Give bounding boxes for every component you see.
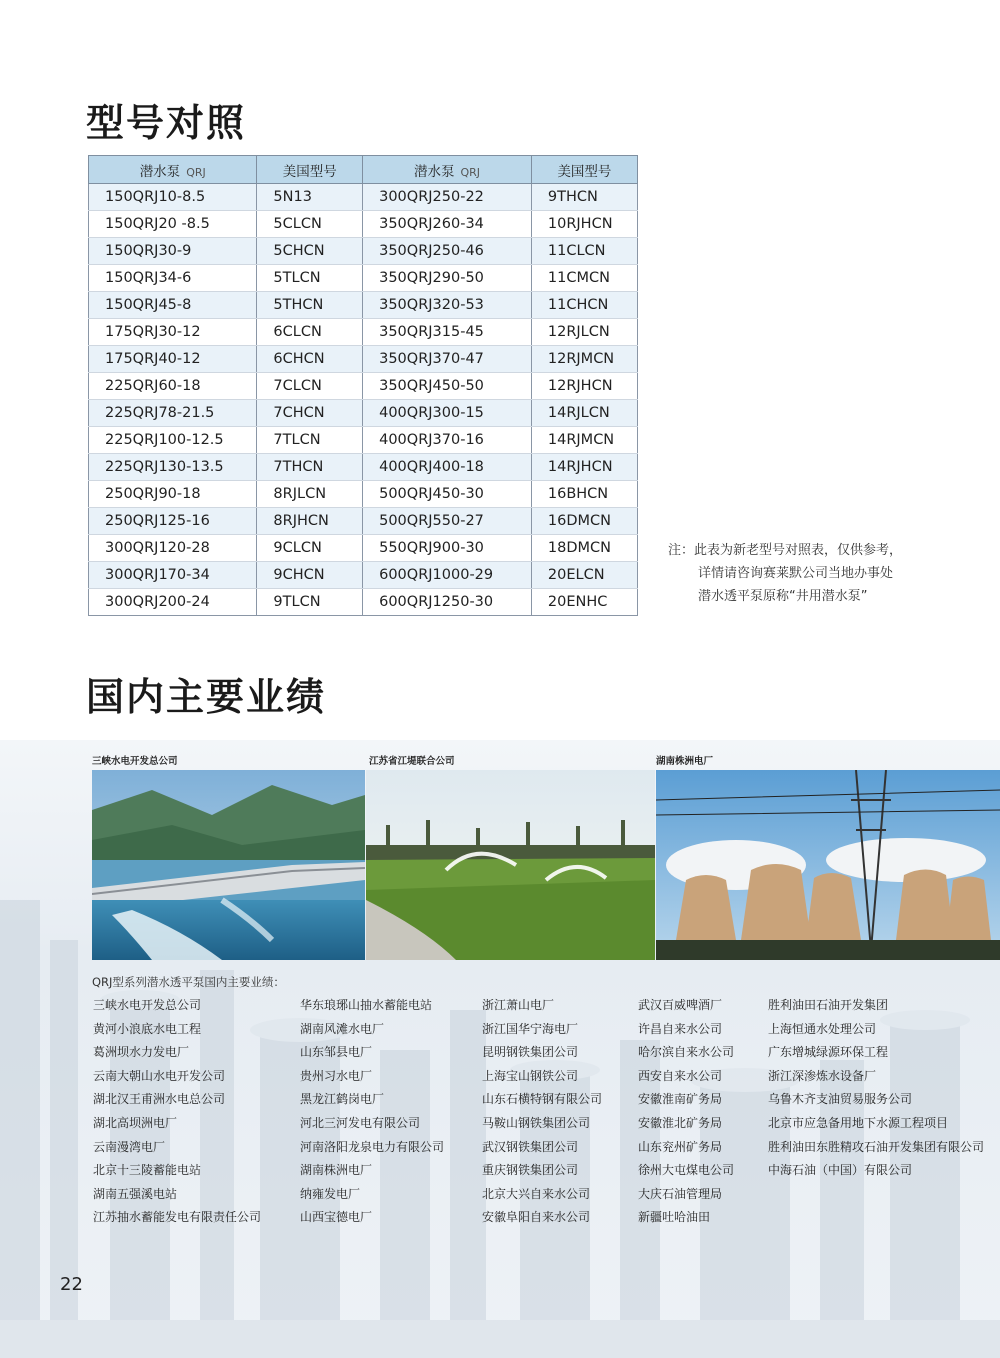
table-cell: 350QRJ450-50 (363, 373, 532, 400)
table-row (89, 238, 638, 265)
table-row (89, 427, 638, 454)
table-note (668, 539, 902, 608)
table-row (89, 211, 638, 238)
table-cell: 400QRJ300-15 (363, 400, 532, 427)
project-item: 西安自来水公司 (638, 1068, 723, 1083)
project-item: 葛洲坝水力发电厂 (93, 1045, 190, 1060)
project-item: 浙江国华宁海电厂 (482, 1021, 579, 1036)
project-item: 广东增城绿源环保工程 (768, 1045, 889, 1060)
table-cell: 16DMCN (531, 508, 637, 535)
table-cell: 5CHCN (257, 238, 363, 265)
page-number: 22 (60, 1274, 83, 1295)
table-cell: 7TLCN (257, 427, 363, 454)
table-cell: 8RJLCN (257, 481, 363, 508)
project-item: 上海宝山钢铁公司 (482, 1068, 579, 1083)
project-item: 山东邹县电厂 (300, 1045, 373, 1060)
projects-column-1 (93, 994, 261, 1230)
table-row (89, 400, 638, 427)
project-item: 贵州习水电厂 (300, 1068, 373, 1083)
table-cell: 14RJLCN (531, 400, 637, 427)
table-cell: 6CHCN (257, 346, 363, 373)
table-cell: 5N13 (257, 184, 363, 211)
table-cell: 400QRJ400-18 (363, 454, 532, 481)
table-cell: 550QRJ900-30 (363, 535, 532, 562)
project-item: 云南大朝山水电开发公司 (93, 1068, 226, 1083)
table-cell: 500QRJ450-30 (363, 481, 532, 508)
photo-irrigation-field (366, 770, 655, 960)
table-cell: 350QRJ260-34 (363, 211, 532, 238)
project-item: 胜利油田东胜精攻石油开发集团有限公司 (768, 1139, 985, 1154)
table-row (89, 265, 638, 292)
table-row (89, 562, 638, 589)
table-cell: 225QRJ100-12.5 (89, 427, 257, 454)
table-cell: 10RJHCN (531, 211, 637, 238)
table-row (89, 454, 638, 481)
project-item: 华东琅琊山抽水蓄能电站 (300, 998, 433, 1012)
table-cell: 14RJMCN (531, 427, 637, 454)
project-item: 中海石油（中国）有限公司 (768, 1163, 913, 1178)
table-cell: 11CLCN (531, 238, 637, 265)
section-title-model-comparison: 型号对照 (86, 101, 247, 145)
table-cell: 11CHCN (531, 292, 637, 319)
table-cell: 5TLCN (257, 265, 363, 292)
table-header-row (89, 156, 638, 184)
table-cell: 300QRJ170-34 (89, 562, 257, 589)
table-cell: 350QRJ250-46 (363, 238, 532, 265)
table-cell: 225QRJ60-18 (89, 373, 257, 400)
table-cell: 500QRJ550-27 (363, 508, 532, 535)
project-item: 三峡水电开发总公司 (93, 998, 202, 1012)
project-item: 湖北高坝洲电厂 (93, 1115, 178, 1130)
table-cell: 150QRJ20 -8.5 (89, 211, 257, 238)
project-item: 黑龙江鹤岗电厂 (300, 1092, 385, 1107)
project-item: 武汉钢铁集团公司 (482, 1139, 579, 1154)
table-row (89, 346, 638, 373)
project-item: 安徽淮北矿务局 (638, 1115, 723, 1130)
table-cell: 8RJHCN (257, 508, 363, 535)
table-row (89, 535, 638, 562)
project-item: 重庆钢铁集团公司 (482, 1163, 579, 1178)
table-cell: 12RJLCN (531, 319, 637, 346)
photo-label-zhuzhou-plant: 湖南株洲电厂 (656, 756, 714, 767)
table-cell: 18DMCN (531, 535, 637, 562)
project-item: 北京十三陵蓄能电站 (93, 1163, 202, 1178)
table-cell: 600QRJ1250-30 (363, 589, 532, 616)
photo-power-plant (656, 770, 1000, 960)
table-cell: 175QRJ30-12 (89, 319, 257, 346)
projects-list-title: QRJ型系列潜水透平泵国内主要业绩： (92, 975, 285, 989)
project-item: 云南漫湾电厂 (93, 1139, 166, 1154)
table-cell: 175QRJ40-12 (89, 346, 257, 373)
header-us-model-2: 美国型号 (531, 156, 637, 184)
table-row (89, 373, 638, 400)
header-qrj-1: 潜水泵 QRJ (89, 156, 257, 184)
table-cell: 250QRJ125-16 (89, 508, 257, 535)
table-row (89, 319, 638, 346)
table-cell: 9CHCN (257, 562, 363, 589)
project-item: 胜利油田石油开发集团 (768, 998, 889, 1012)
table-cell: 300QRJ120-28 (89, 535, 257, 562)
table-cell: 350QRJ290-50 (363, 265, 532, 292)
section-title-domestic-projects: 国内主要业绩 (86, 675, 327, 719)
photo-dam (92, 770, 365, 960)
table-cell: 225QRJ78-21.5 (89, 400, 257, 427)
projects-column-3 (482, 994, 602, 1230)
project-item: 河北三河发电有限公司 (300, 1115, 421, 1130)
project-item: 徐州大屯煤电公司 (638, 1163, 735, 1178)
table-cell: 250QRJ90-18 (89, 481, 257, 508)
table-cell: 350QRJ315-45 (363, 319, 532, 346)
project-item: 湖南五强溪电站 (93, 1186, 178, 1201)
table-cell: 7THCN (257, 454, 363, 481)
projects-column-4 (638, 994, 734, 1230)
model-comparison-table (88, 155, 638, 616)
table-cell: 150QRJ30-9 (89, 238, 257, 265)
header-qrj-2: 潜水泵 QRJ (363, 156, 532, 184)
table-row (89, 589, 638, 616)
table-cell: 5CLCN (257, 211, 363, 238)
table-row (89, 184, 638, 211)
project-item: 纳雍发电厂 (300, 1186, 361, 1201)
table-cell: 400QRJ370-16 (363, 427, 532, 454)
project-item: 北京大兴自来水公司 (482, 1186, 591, 1201)
project-item: 武汉百威啤酒厂 (638, 998, 723, 1012)
note-line-3: 潜水透平泵原称“井用潜水泵” (698, 589, 868, 604)
photo-label-jiangsu-levee: 江苏省江堤联合公司 (369, 756, 455, 767)
project-item: 马鞍山钢铁集团公司 (482, 1115, 591, 1130)
projects-column-5 (768, 994, 984, 1183)
table-cell: 150QRJ10-8.5 (89, 184, 257, 211)
project-item: 江苏抽水蓄能发电有限责任公司 (93, 1210, 262, 1225)
project-item: 大庆石油管理局 (638, 1186, 723, 1201)
table-cell: 150QRJ45-8 (89, 292, 257, 319)
project-item: 安徽阜阳自来水公司 (482, 1210, 591, 1225)
project-item: 黄河小浪底水电工程 (93, 1021, 202, 1036)
table-cell: 14RJHCN (531, 454, 637, 481)
table-cell: 7CHCN (257, 400, 363, 427)
project-item: 湖南株洲电厂 (300, 1163, 373, 1178)
table-row (89, 481, 638, 508)
table-cell: 5THCN (257, 292, 363, 319)
table-cell: 9CLCN (257, 535, 363, 562)
project-item: 乌鲁木齐支油贸易服务公司 (768, 1092, 913, 1107)
photo-label-three-gorges: 三峡水电开发总公司 (92, 756, 178, 767)
project-item: 许昌自来水公司 (638, 1021, 723, 1036)
project-item: 浙江萧山电厂 (482, 998, 555, 1012)
projects-column-2 (300, 994, 444, 1230)
table-cell: 12RJHCN (531, 373, 637, 400)
project-item: 浙江深渗炼水设备厂 (768, 1068, 877, 1083)
project-item: 山东兖州矿务局 (638, 1139, 723, 1154)
table-cell: 12RJMCN (531, 346, 637, 373)
table-cell: 20ELCN (531, 562, 637, 589)
table-row (89, 292, 638, 319)
project-item: 新疆吐哈油田 (638, 1210, 711, 1225)
header-us-model-1: 美国型号 (257, 156, 363, 184)
project-item: 上海恒通水处理公司 (768, 1021, 877, 1036)
project-item: 河南洛阳龙泉电力有限公司 (300, 1139, 445, 1154)
table-cell: 20ENHC (531, 589, 637, 616)
note-line-1: 注：此表为新老型号对照表，仅供参考， (668, 543, 903, 558)
table-cell: 300QRJ200-24 (89, 589, 257, 616)
project-item: 北京市应急备用地下水源工程项目 (768, 1115, 949, 1130)
table-cell: 350QRJ370-47 (363, 346, 532, 373)
table-cell: 225QRJ130-13.5 (89, 454, 257, 481)
table-cell: 9THCN (531, 184, 637, 211)
table-cell: 150QRJ34-6 (89, 265, 257, 292)
table-cell: 600QRJ1000-29 (363, 562, 532, 589)
table-cell: 9TLCN (257, 589, 363, 616)
table-row (89, 508, 638, 535)
project-item: 湖南风滩水电厂 (300, 1021, 385, 1036)
project-item: 安徽淮南矿务局 (638, 1092, 723, 1107)
project-item: 山东石横特钢有限公司 (482, 1092, 603, 1107)
table-cell: 6CLCN (257, 319, 363, 346)
project-item: 昆明钢铁集团公司 (482, 1045, 579, 1060)
project-item: 山西宝德电厂 (300, 1210, 373, 1225)
table-cell: 16BHCN (531, 481, 637, 508)
table-cell: 11CMCN (531, 265, 637, 292)
table-cell: 350QRJ320-53 (363, 292, 532, 319)
project-item: 湖北汉王甫洲水电总公司 (93, 1092, 226, 1107)
note-line-2: 详情请咨询赛莱默公司当地办事处 (698, 566, 894, 581)
table-cell: 300QRJ250-22 (363, 184, 532, 211)
table-cell: 7CLCN (257, 373, 363, 400)
project-item: 哈尔滨自来水公司 (638, 1045, 735, 1060)
